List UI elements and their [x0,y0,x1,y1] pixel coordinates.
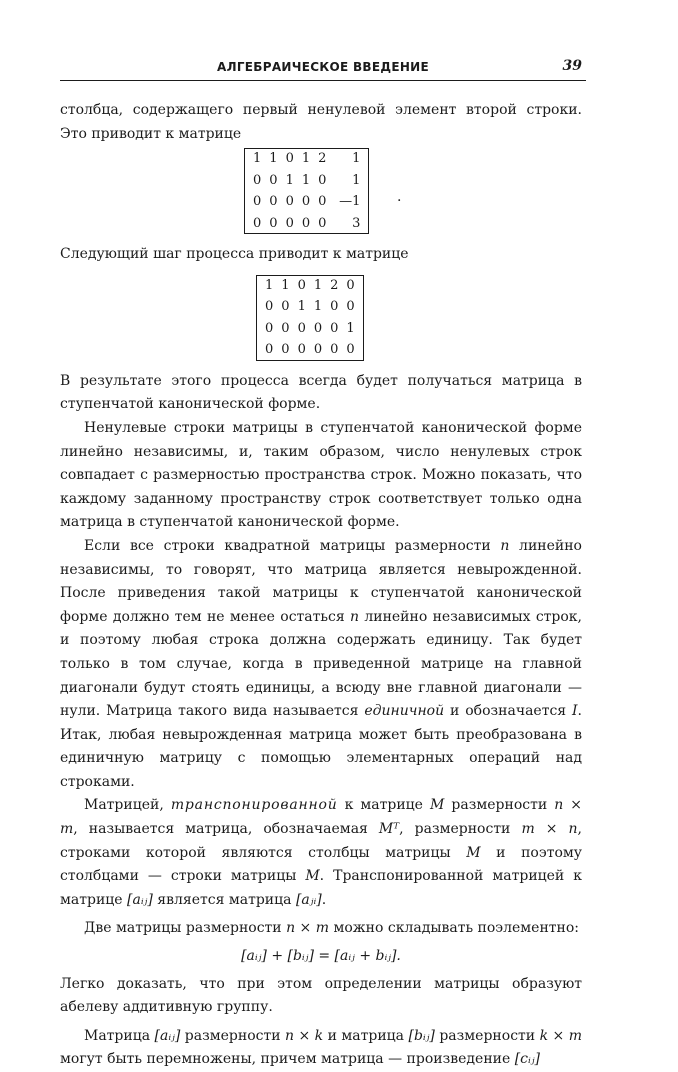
paragraph-4: Ненулевые строки матрицы в ступенчатой канонической форме линейно независимы, и, таким образом, число ненулевых строк совпадает с размерностью пространства строк. Можно показать, что каждому заданному пространству строк соответствует только одна матрица в ступенчатой канонической форме. [60,419,582,531]
p5-term-identity: единичной [364,703,445,720]
matrix-2-cell: 0 [330,342,339,358]
matrix-1-cell: 0 [253,215,262,231]
matrix-2-cell: 1 [313,277,323,293]
p6-text-b: к матрице [337,797,431,814]
matrix-2-cell: 1 [297,299,306,315]
p5-text-a: Если все строки квадратной матрицы размерности [84,537,501,554]
p6-M-1: M [430,797,445,814]
p6-text-g: и поэтому столбцами — строки матрицы [60,844,582,885]
matrix-2-cell: 0 [281,299,290,315]
matrix-1-cell: 1 [352,172,361,188]
matrix-1-cell: 0 [301,194,311,210]
p9-bij: [bᵢⱼ] [408,1027,435,1044]
running-head-title: АЛГЕБРАИЧЕСКОЕ ВВЕДЕНИЕ [216,60,429,74]
matrix-1-period: . [397,189,402,206]
matrix-2-table [261,275,359,361]
matrix-1-cell: 1 [253,151,262,167]
matrix-1-cell: 1 [285,172,294,188]
p9-dim-1: n × k [285,1027,324,1044]
matrix-2-cell: 0 [313,320,323,336]
matrix-1-cell: 0 [253,172,262,188]
p9-dim-2: k × m [539,1027,582,1044]
matrix-1-cell: 0 [285,215,294,231]
matrix-2-cell: 0 [265,320,274,336]
page-number: 39 [562,58,582,74]
p5-text-e: . Итак, любая невырожденная матрица может быть преобразована в единичную матрицу с помощью элементарных операций над строками. [60,703,582,790]
p6-text-c: размерности [444,797,555,814]
p7-text-a: Две матрицы размерности [84,920,287,937]
paragraph-8: Легко доказать, что при этом определении матрицы образуют абелеву аддитивную группу. [60,975,582,1016]
matrix-1-cell: 0 [269,172,278,188]
matrix-2-cell: 2 [330,277,339,293]
matrix-1-cell: 0 [318,215,327,231]
p6-dim-1: n × m [60,797,582,838]
p6-aij: [aᵢⱼ] [127,891,153,908]
p9-text-b: размерности [180,1027,285,1044]
matrix-2-cell: 0 [330,299,339,315]
p7-dim: n × m [286,920,330,937]
p9-aij: [aᵢⱼ] [154,1027,181,1044]
matrix-2-cell: 1 [281,277,290,293]
matrix-1-cell: 0 [285,194,294,210]
matrix-2-cell: 1 [265,277,274,293]
p9-text-d: размерности [434,1027,540,1044]
p6-term-transposed: транспонированной [170,797,338,814]
matrix-1-cell: 0 [253,194,262,210]
matrix-1-cell: 1 [269,151,278,167]
matrix-1-cell: 0 [301,215,311,231]
matrix-1-row [249,170,364,192]
matrix-2-cell: 0 [297,277,306,293]
p9-cij: [cᵢⱼ] [514,1051,540,1068]
matrix-1-cell: 0 [269,194,278,210]
p5-text-d: и обозначается [444,703,573,720]
paragraph-3: В результате этого процесса всегда будет получаться матрица в ступенчатой канонической форме. [60,372,582,413]
matrix-2-cell: 0 [297,320,306,336]
matrix-1-cell: 0 [318,194,327,210]
matrix-1-cell: —1 [339,194,361,210]
matrix-1-cell: 2 [318,151,327,167]
p5-n-1: n [500,537,510,554]
matrix-2-cell: 0 [346,277,355,293]
p6-text-e: , размерности [399,821,522,838]
addition-formula: [aᵢⱼ] + [bᵢⱼ] = [aᵢⱼ + bᵢⱼ]. [241,948,401,965]
matrix-1-cell: 1 [301,172,311,188]
matrix-1-cell: 0 [269,215,278,231]
matrix-1-cell: 3 [352,215,361,231]
p6-M-3: M [305,868,320,885]
matrix-2-cell: 0 [281,342,290,358]
p6-text-d: , называется матрица, обозначаемая [73,821,379,838]
paragraph-9 [60,1025,582,1072]
header-rule [60,80,586,81]
p7-text-b: можно складывать поэлементно: [329,920,580,937]
p5-symbol-I: I [572,703,578,720]
matrix-2 [256,275,364,361]
p6-aji: [aⱼᵢ] [295,891,322,908]
matrix-2-cell: 1 [313,299,323,315]
matrix-1-row [249,191,364,213]
p5-text-b: линейно независимы, то говорят, что матрица является невырожденной. После приведения такой матрицы к ступенчатой канонической форме должно тем не менее остаться [60,537,582,625]
running-header [60,60,586,82]
matrix-2-row [261,339,359,361]
matrix-1-table [249,148,364,234]
matrix-2-cell: 0 [265,342,274,358]
matrix-1-cell: 1 [352,151,361,167]
paragraph-5 [60,535,582,795]
matrix-2-cell: 0 [346,299,355,315]
p6-text-h: . Транспонированной матрицей к матрице [60,868,582,908]
p9-text-c: и матрица [323,1027,409,1044]
page-body [60,99,582,1072]
matrix-1-block [60,146,582,238]
matrix-2-cell: 0 [313,342,323,358]
paragraph-7 [60,917,582,941]
p5-n-2: n [350,608,360,625]
matrix-1-cell: 0 [318,172,327,188]
paragraph-2: Следующий шаг процесса приводит к матрице [60,246,409,263]
p5-text-c: линейно независимых строк, и поэтому любая строка должна содержать единицу. Так будет только в том случае, когда в приведенной матрице на главной диагонали будут стоять единицы, а всюду вне главной диагонали — нули. Матрица такого вида называется [60,608,582,720]
p9-text-a: Матрица [84,1027,155,1044]
p6-text-j: . [321,891,327,908]
matrix-1 [244,148,369,234]
matrix-2-row [261,275,359,297]
p6-dim-2: m × n [521,821,578,838]
matrix-2-cell: 0 [281,320,290,336]
p6-MT: Mᵀ [378,821,400,838]
p6-text-f: , строками которой являются столбцы матрицы [60,821,582,861]
matrix-1-cell: 1 [301,151,311,167]
paragraph-6 [60,794,582,912]
p6-M-2: M [466,844,481,861]
matrix-2-row [261,318,359,340]
paragraph-1: столбца, содержащего первый ненулевой элемент второй строки. Это приводит к матрице [60,102,582,142]
matrix-1-row [249,213,364,235]
p6-text-a: Матрицей, [84,797,171,814]
matrix-2-cell: 0 [346,342,355,358]
matrix-2-block [60,273,582,365]
matrix-2-row [261,296,359,318]
p6-text-i: является матрица [152,891,296,908]
matrix-2-cell: 0 [330,320,339,336]
matrix-2-cell: 0 [265,299,274,315]
p9-text-e: могут быть перемножены, причем матрица — произведение [60,1051,515,1068]
matrix-2-cell: 1 [346,320,355,336]
matrix-1-cell: 0 [285,151,294,167]
matrix-2-cell: 0 [297,342,306,358]
matrix-1-row [249,148,364,170]
